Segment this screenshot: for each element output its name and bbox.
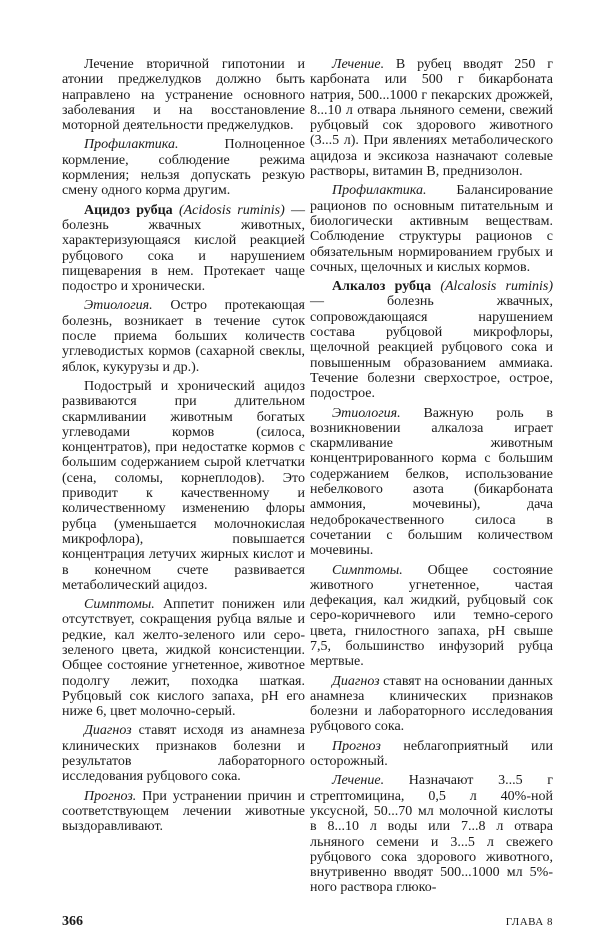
paragraph — [310, 57, 553, 179]
section-heading: Алкалоз рубца — [332, 279, 432, 295]
paragraph — [310, 406, 553, 559]
paragraph-text: Аппетит понижен или отсутствует, сокращения рубца вялые и редкие, кал желто-зеленого или серо-зеленого цвета, жидкой консистенции. Общее состояние угнетенное, животное подолгу лежит, походка шаткая. Рубцовый сок кислого запаха, pH его ниже 6, цвет молочно-серый. — [62, 597, 305, 720]
paragraph-text: Остро протекающая болезнь, возникает в течение суток после приема больших количеств углеводистых кормов (сахарной свеклы, яблок, кукурузы и др.). — [62, 298, 305, 375]
section-heading: Ацидоз рубца — [84, 202, 173, 218]
paragraph — [310, 279, 553, 401]
paragraph-text: — болезнь жвачных животных, характеризующаяся кислой реакцией рубцового сока и нарушением пищеварения в нем. Протекает чаще подостро и хронически. — [62, 202, 305, 295]
paragraph — [310, 674, 553, 735]
latin-term: (Acidosis ruminis) — [172, 202, 285, 218]
subsection-lead: Этиология. — [332, 405, 401, 421]
paragraph-text: Лечение вторичной гипотонии и атонии преджелудков должно быть направлено на устранение основного заболевания и на восстановление моторной деятельности преджелудков. — [62, 57, 305, 134]
paragraph — [62, 597, 305, 719]
paragraph — [62, 723, 305, 784]
paragraph-text: ставят на основании данных анамнеза клинических признаков болезни и лабораторного исследования рубцового сока. — [310, 673, 553, 735]
paragraph-text: Полноценное кормление, соблюдение режима кормления; нельзя допускать резкую смену одного корма другим. — [62, 137, 305, 199]
paragraph-text: Подострый и хронический ацидоз развиваются при длительном скармливании животным богатых углеводами кормов (силоса, концентратов), при недостатке кормов с большим содержанием сырой клетчатки (сена, соломы, корнеплодов). Это приводит к качественному и количественному изменению флоры рубца (уменьшается молочнокислая микрофлора), повышается концентрация летучих жирных кислот и в конечном счете развивается метаболический ацидоз. — [62, 378, 305, 593]
paragraph — [310, 739, 553, 770]
paragraph-text: При устранении причин и соответствующем лечении животные выздоравливают. — [62, 788, 305, 835]
paragraph — [310, 563, 553, 670]
paragraph — [62, 203, 305, 295]
subsection-lead: Прогноз — [332, 738, 381, 754]
paragraph — [62, 57, 305, 133]
paragraph — [62, 137, 305, 198]
text-columns — [62, 57, 553, 900]
paragraph — [62, 789, 305, 835]
subsection-lead: Диагноз — [84, 723, 132, 739]
subsection-lead: Лечение. — [332, 57, 385, 72]
paragraph-text: Общее состояние животного угнетенное, частая дефекация, кал жидкий, рубцовый сок серо-коричневого или темно-серого цвета, гнилостного запаха, pH свыше 7,5, большинство инфузорий рубца мертвые. — [310, 562, 553, 670]
subsection-lead: Профилактика. — [332, 183, 427, 199]
subsection-lead: Профилактика. — [84, 137, 179, 153]
chapter-label: ГЛАВА 8 — [505, 915, 553, 928]
subsection-lead: Лечение. — [332, 773, 385, 789]
page-number: 366 — [62, 913, 83, 929]
paragraph-text: ставят исходя из анамнеза клинических признаков болезни и результатов лабораторного исследования рубцового сока. — [62, 723, 305, 785]
subsection-lead: Прогноз. — [84, 788, 137, 804]
subsection-lead: Этиология. — [84, 298, 153, 314]
paragraph — [62, 379, 305, 593]
page-footer — [62, 914, 553, 930]
subsection-lead: Симптомы. — [332, 562, 403, 578]
paragraph-text: В рубец вводят 250 г карбоната или 500 г бикарбоната натрия, 500...1000 г пекарских дрожжей, 8...10 л отвара льняного семени, свежий рубцовый сок здорового животного (3...5 л). При явлениях метаболического ацидоза и эксикоза назначают солевые растворы, витамин В, преднизолон. — [310, 57, 553, 180]
subsection-lead: Диагноз — [332, 673, 380, 689]
paragraph — [310, 773, 553, 895]
paragraph-text: — болезнь жвачных, сопровождающаяся нарушением состава рубцовой микрофлоры, щелочной реакцией рубцового сока и повышенным образованием аммиака. Течение болезни сверхострое, острое, подострое. — [310, 294, 553, 402]
right-column — [310, 57, 553, 900]
paragraph-text: Важную роль в возникновении алкалоза играет скармливание животным концентрированного корма с большим содержанием белков, использование небелкового азота (бикарбоната аммония, мочевины), дача недоброкачественного силоса в сочетании с большим количеством мочевины. — [310, 405, 553, 559]
paragraph — [62, 298, 305, 374]
latin-term: (Alcalosis ruminis) — [431, 279, 553, 295]
paragraph — [310, 183, 553, 275]
paragraph-text: Балансирование рационов по основным питательным и биологически активным веществам. Соблюдение структуры рационов с обязательным нормированием грубых и сочных, щелочных и кислых кормов. — [310, 183, 553, 275]
subsection-lead: Симптомы. — [84, 597, 155, 613]
paragraph-text: Назначают 3...5 г стрептомицина, 0,5 л 40%-ной уксусной, 50...70 мл молочной кислоты в 8...10 л воды или 7...8 л отвара льняного семени и 3...5 л свежего рубцового сока здорового животного, внутривенно вводят 500...1000 мл 5%-ного раствора глюко- — [310, 773, 553, 896]
left-column — [62, 57, 305, 839]
paragraph-text: неблагоприятный или осторожный. — [310, 738, 553, 770]
